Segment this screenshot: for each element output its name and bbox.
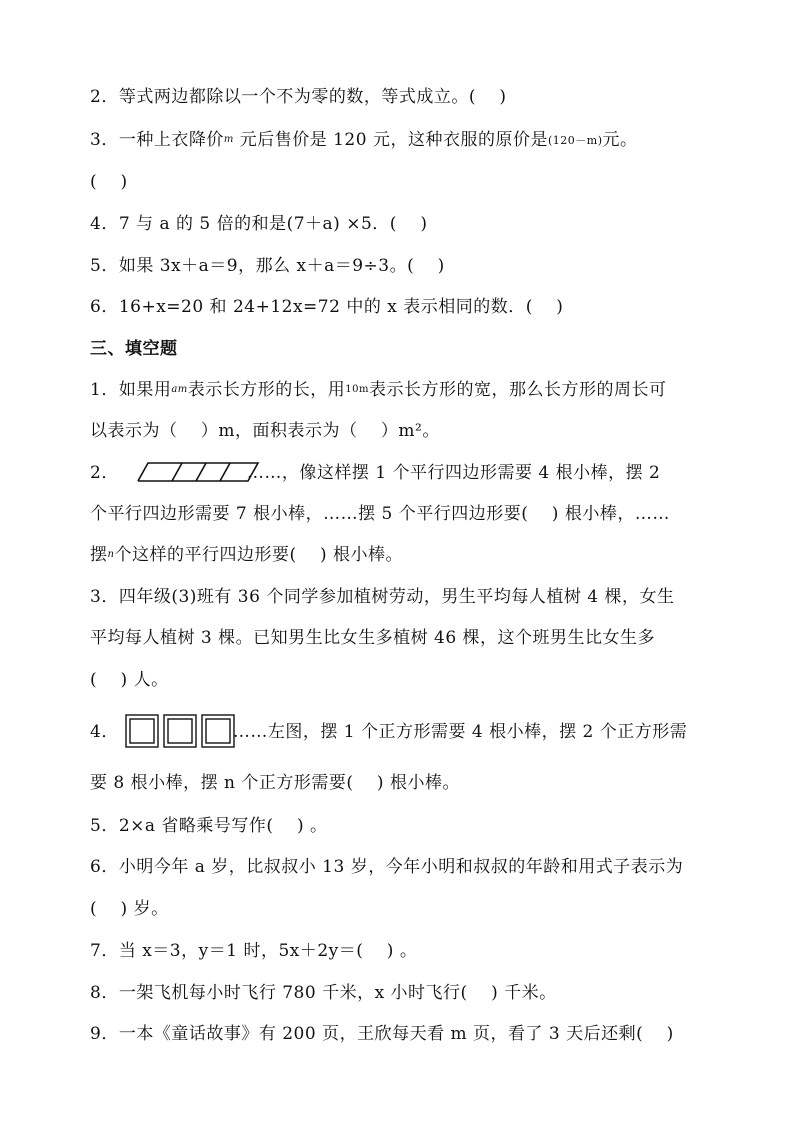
question-2-2: 2．等式两边都除以一个不为零的数，等式成立。( ) xyxy=(90,87,507,107)
parallelogram-sticks-figure xyxy=(136,461,260,483)
question-3-6: 6．小明今年 a 岁，比叔叔小 13 岁，今年小明和叔叔的年龄和用式子表示为 xyxy=(90,857,684,877)
question-3-7: 7．当 x＝3，y＝1 时，5x＋2y＝( ) 。 xyxy=(90,941,418,961)
question-2-5: 5．如果 3x＋a＝9，那么 x＋a＝9÷3。( ) xyxy=(90,256,445,276)
section-heading-fill-blank: 三、填空题 xyxy=(90,339,178,359)
question-3-1: 1．如果用am表示长方形的长，用10m表示长方形的宽，那么长方形的周长可 xyxy=(90,380,667,400)
question-3-6-line2: ( ) 岁。 xyxy=(90,899,169,919)
variable-m: m xyxy=(223,134,234,145)
expression-120-minus-m: (120－m) xyxy=(547,134,603,147)
squares-sticks-figure xyxy=(124,713,236,749)
question-3-4-line2: 要 8 根小棒，摆 n 个正方形需要( ) 根小棒。 xyxy=(90,773,460,793)
question-2-3-answer: ( ) xyxy=(90,172,128,192)
question-3-3: 3．四年级(3)班有 36 个同学参加植树劳动，男生平均每人植树 4 棵，女生 xyxy=(90,587,675,607)
question-3-4: 4． ……左图，摆 1 个正方形需要 4 根小棒，摆 2 个正方形需 xyxy=(90,722,688,742)
question-3-2-line2: 个平行四边形需要 7 根小棒，……摆 5 个平行四边形要( ) 根小棒，…… xyxy=(90,504,670,524)
question-3-8: 8．一架飞机每小时飞行 780 千米，x 小时飞行( ) 千米。 xyxy=(90,983,557,1003)
question-3-5: 5．2×a 省略乘号写作( ) 。 xyxy=(90,816,328,836)
question-3-1-line2: 以表示为（ ）m，面积表示为（ ）m²。 xyxy=(90,421,440,441)
variable-n: n xyxy=(107,549,115,560)
question-2-3: 3．一种上衣降价m 元后售价是 120 元，这种衣服的原价是(120－m)元。 xyxy=(90,130,638,150)
variable-10m: 10m xyxy=(345,384,369,395)
question-3-9: 9．一本《童话故事》有 200 页，王欣每天看 m 页，看了 3 天后还剩( ) xyxy=(90,1024,674,1044)
question-3-2-line3: 摆n个这样的平行四边形要( ) 根小棒。 xyxy=(90,545,404,565)
question-3-3-line3: ( ) 人。 xyxy=(90,670,169,690)
variable-am: am xyxy=(171,384,188,395)
question-3-3-line2: 平均每人植树 3 棵。已知男生比女生多植树 46 棵，这个班男生比女生多 xyxy=(90,628,656,648)
question-2-4: 4．7 与 a 的 5 倍的和是(7＋a) ×5．( ) xyxy=(90,214,428,234)
question-3-2: 2． ……，像这样摆 1 个平行四边形需要 4 根小棒，摆 2 xyxy=(90,463,661,483)
question-2-6: 6．16+x=20 和 24+12x=72 中的 x 表示相同的数．( ) xyxy=(90,297,564,317)
